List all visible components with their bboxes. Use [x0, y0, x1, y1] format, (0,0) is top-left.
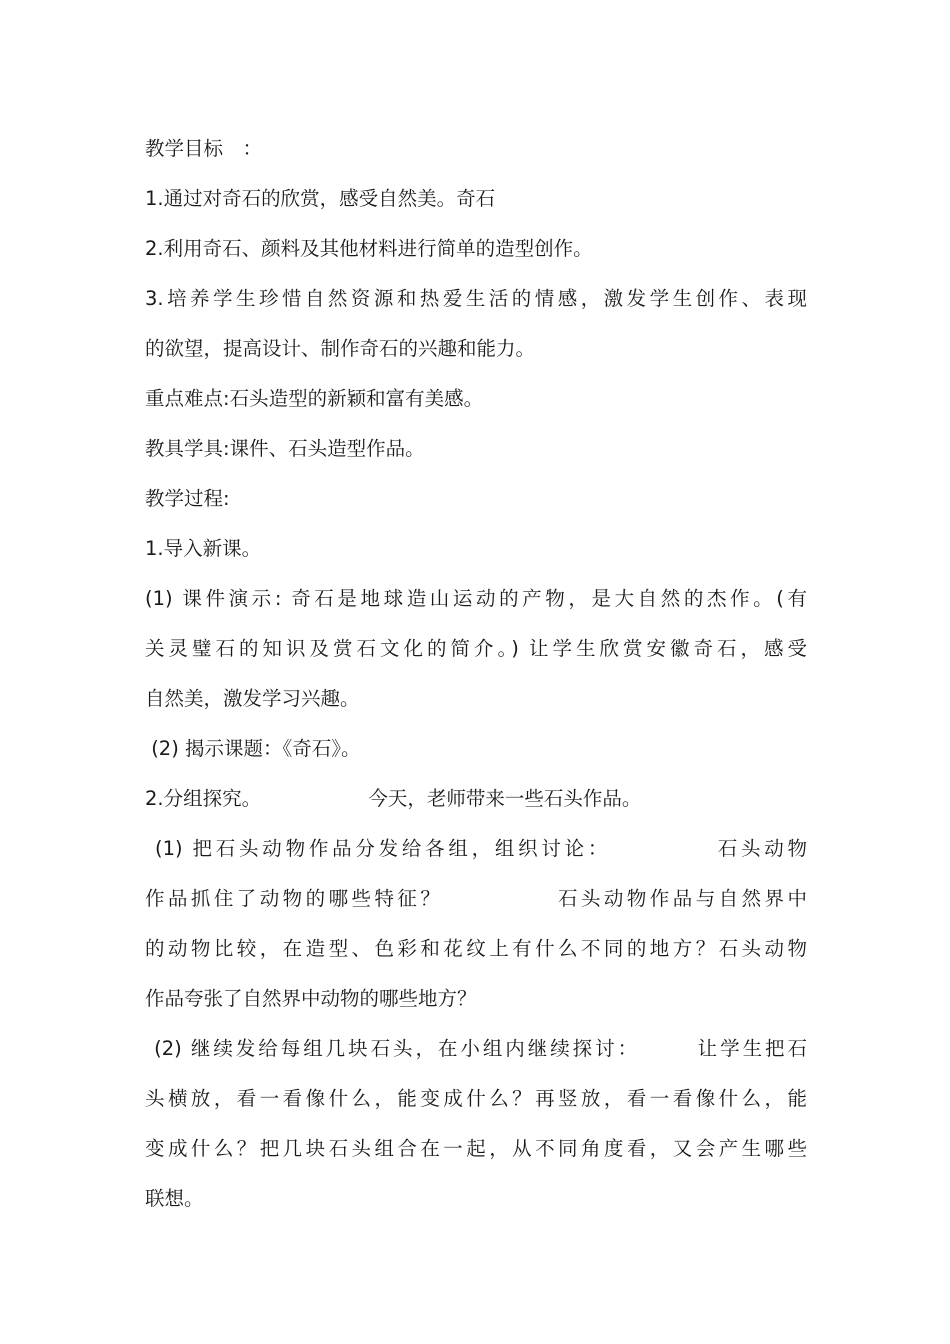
step-2-part-1-line-4: 作品夸张了自然界中动物的哪些地方？: [145, 987, 477, 1010]
key-difficulties: 重点难点:石头造型的新颖和富有美感。: [145, 387, 484, 410]
step-2-part-1-line-1: (1) 把石头动物作品分发给各组，组织讨论： 石头动物: [145, 837, 807, 860]
step-1-part-1-line-1: (1) 课件演示: 奇石是地球造山运动的产物，是大自然的杰作。(有: [145, 587, 807, 610]
goal-1: 1.通过对奇石的欣赏，感受自然美。奇石: [145, 187, 496, 210]
step-1-title: 1.导入新课。: [145, 537, 262, 560]
step-2-part-2-line-2: 头横放，看一看像什么，能变成什么？再竖放，看一看像什么，能: [145, 1087, 807, 1110]
goal-3-line-1: 3.培养学生珍惜自然资源和热爱生活的情感，激发学生创作、表现: [145, 287, 807, 310]
step-2-part-2-line-1: (2) 继续发给每组几块石头，在小组内继续探讨： 让学生把石: [145, 1037, 807, 1060]
step-2-part-2-line-3: 变成什么？把几块石头组合在一起，从不同角度看，又会产生哪些: [145, 1137, 807, 1160]
step-2-part-1-line-2: 作品抓住了动物的哪些特征？ 石头动物作品与自然界中: [145, 887, 807, 910]
heading-teaching-process: 教学过程:: [145, 487, 230, 510]
heading-teaching-goals: 教学目标 ：: [145, 137, 263, 160]
step-2-part-2-line-4: 联想。: [145, 1187, 204, 1210]
step-1-part-2: (2) 揭示课题：《奇石》。: [145, 737, 361, 760]
step-1-part-1-line-3: 自然美，激发学习兴趣。: [145, 687, 360, 710]
teaching-aids: 教具学具:课件、石头造型作品。: [145, 437, 425, 460]
step-2-title: 2.分组探究。 今天，老师带来一些石头作品。: [145, 787, 642, 810]
step-1-part-1-line-2: 关灵璧石的知识及赏石文化的简介。) 让学生欣赏安徽奇石，感受: [145, 637, 807, 660]
document-body: [145, 124, 807, 1224]
step-2-part-1-line-3: 的动物比较，在造型、色彩和花纹上有什么不同的地方？石头动物: [145, 937, 807, 960]
goal-2: 2.利用奇石、颜料及其他材料进行简单的造型创作。: [145, 237, 593, 260]
goal-3-line-2: 的欲望，提高设计、制作奇石的兴趣和能力。: [145, 337, 536, 360]
